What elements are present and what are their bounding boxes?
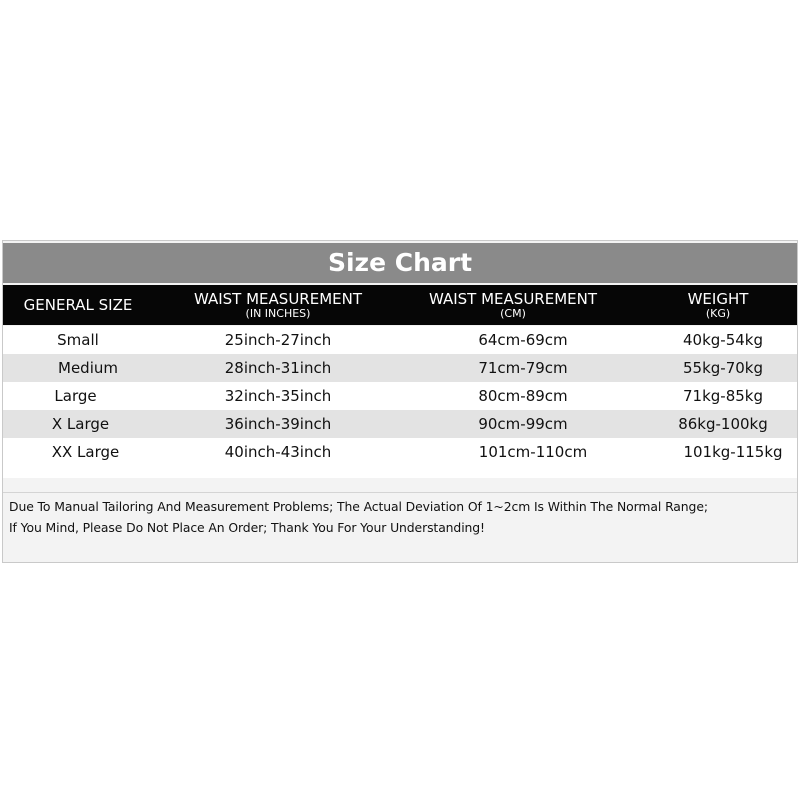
cell-kg: 40kg-54kg bbox=[682, 331, 763, 349]
divider bbox=[3, 492, 797, 493]
cell-size: Medium bbox=[58, 359, 118, 377]
header-label: WAIST MEASUREMENT bbox=[428, 290, 598, 308]
header-sublabel: (CM) bbox=[500, 307, 526, 320]
header-sublabel: (KG) bbox=[705, 307, 731, 320]
cell-kg: 71kg-85kg bbox=[682, 387, 763, 405]
cell-inches: 28inch-31inch bbox=[224, 359, 332, 377]
header-label: WAIST MEASUREMENT bbox=[193, 290, 363, 308]
cell-size: Large bbox=[54, 387, 97, 405]
cell-kg: 86kg-100kg bbox=[678, 415, 768, 433]
cell-cm: 90cm-99cm bbox=[478, 415, 568, 433]
cell-cm: 64cm-69cm bbox=[478, 331, 568, 349]
header-weight bbox=[658, 285, 778, 325]
cell-inches: 32inch-35inch bbox=[224, 387, 332, 405]
table-row bbox=[3, 410, 797, 438]
header-general-size bbox=[3, 285, 153, 325]
table-header bbox=[3, 285, 797, 325]
cell-inches: 40inch-43inch bbox=[224, 443, 332, 461]
chart-title: Size Chart bbox=[3, 243, 797, 283]
cell-inches: 36inch-39inch bbox=[224, 415, 332, 433]
cell-kg: 55kg-70kg bbox=[682, 359, 763, 377]
header-waist-cm bbox=[413, 285, 613, 325]
table-row bbox=[3, 382, 797, 410]
tailoring-note bbox=[9, 496, 793, 538]
note-line: If You Mind, Please Do Not Place An Order; Thank You For Your Understanding! bbox=[9, 520, 485, 535]
table-row bbox=[3, 354, 797, 382]
cell-size: Small bbox=[57, 331, 99, 349]
cell-size: X Large bbox=[51, 415, 110, 433]
cell-cm: 101cm-110cm bbox=[478, 443, 588, 461]
cell-cm: 71cm-79cm bbox=[478, 359, 568, 377]
table-row bbox=[3, 438, 797, 478]
table-row bbox=[3, 326, 797, 354]
header-sublabel: (IN INCHES) bbox=[245, 307, 311, 320]
header-waist-inches bbox=[178, 285, 378, 325]
cell-kg: 101kg-115kg bbox=[683, 443, 783, 461]
header-label: WEIGHT bbox=[687, 290, 749, 308]
note-line: Due To Manual Tailoring And Measurement Problems; The Actual Deviation Of 1~2cm Is Within The Normal Range; bbox=[9, 499, 708, 514]
cell-size: XX Large bbox=[51, 443, 120, 461]
size-chart bbox=[2, 240, 798, 563]
header-label: GENERAL SIZE bbox=[23, 296, 133, 314]
cell-inches: 25inch-27inch bbox=[224, 331, 332, 349]
cell-cm: 80cm-89cm bbox=[478, 387, 568, 405]
